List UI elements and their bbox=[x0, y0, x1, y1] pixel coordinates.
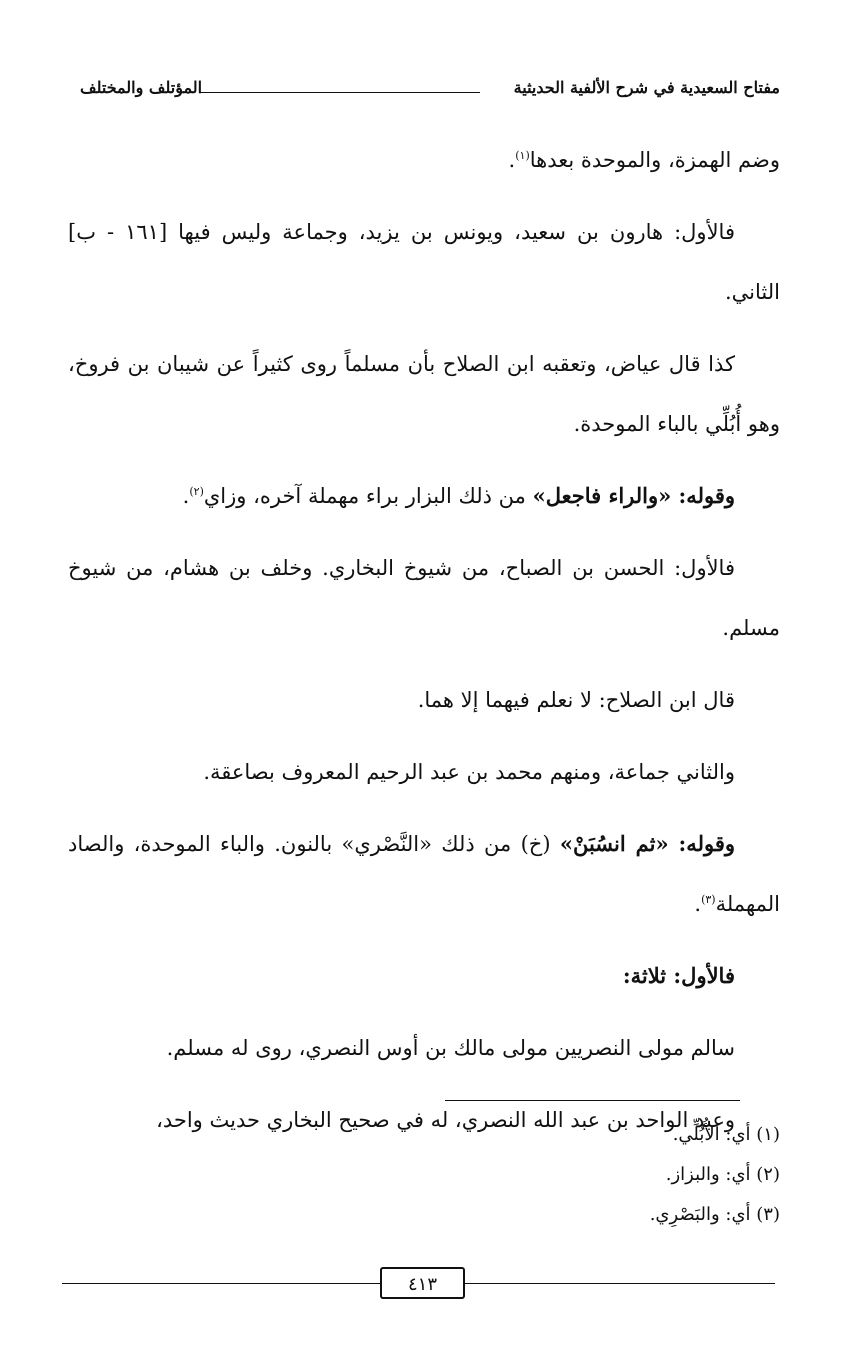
footnotes bbox=[280, 1115, 780, 1235]
paragraph-10: سالم مولى النصريين مولى مالك بن أوس النصري، روى له مسلم. bbox=[166, 1036, 735, 1060]
footer-rule-left bbox=[62, 1283, 380, 1284]
footnote-2: (٢) أي: والبزاز. bbox=[665, 1164, 780, 1185]
footnote-1: (١) أي: الأُبُلِّي. bbox=[672, 1124, 780, 1145]
footnote-ref: (٢) bbox=[189, 485, 204, 498]
paragraph-4: وقوله: «والراء فاجعل» من ذلك البزار براء مهملة آخره، وزاي$^{(٢)}$. bbox=[182, 483, 735, 508]
paragraph-1: وضم الهمزة، والموحدة بعدها$^{(١)}$. bbox=[508, 148, 780, 172]
paragraph-6: قال ابن الصلاح: لا نعلم فيهما إلا هما. bbox=[417, 688, 735, 712]
chapter-title: المؤتلف والمختلف bbox=[80, 78, 203, 97]
book-title: مفتاح السعيدية في شرح الألفية الحديثية bbox=[513, 78, 780, 97]
footnote-ref: (١) bbox=[515, 149, 530, 162]
paragraph-9: فالأول: ثلاثة: bbox=[622, 963, 735, 988]
header-rule bbox=[200, 92, 480, 93]
paragraph-11: وعبد الواحد بن عبد الله النصري، له في صحيح البخاري حديث واحد، bbox=[156, 1108, 735, 1132]
page-number: ٤١٣ bbox=[380, 1267, 465, 1299]
footer-rule-right bbox=[465, 1283, 775, 1284]
paragraph-8: وقوله: «ثم انسُبَنْ» (خ) من ذلك «النَّصْري» بالنون. والباء الموحدة، والصاد المهملة$^{(٣)}$. bbox=[68, 831, 780, 916]
paragraph-5: فالأول: الحسن بن الصباح، من شيوخ البخاري. وخلف بن هشام، من شيوخ مسلم. bbox=[68, 556, 780, 640]
paragraph-7: والثاني جماعة، ومنهم محمد بن عبد الرحيم المعروف بصاعقة. bbox=[203, 760, 735, 784]
footnote-3: (٣) أي: والبَصْرِي. bbox=[649, 1204, 780, 1225]
paragraph-3: كذا قال عياض، وتعقبه ابن الصلاح بأن مسلماً روى كثيراً عن شيبان بن فروخ، وهو أُبُلِّي بالباء الموحدة. bbox=[68, 352, 780, 436]
footnote-ref: (٣) bbox=[701, 893, 716, 906]
paragraph-2: فالأول: هارون بن سعيد، ويونس بن يزيد، وجماعة وليس فيها [١٦١ - ب] الثاني. bbox=[68, 220, 780, 304]
running-header bbox=[80, 78, 780, 108]
footnote-separator bbox=[445, 1100, 740, 1101]
body-text bbox=[68, 130, 780, 1150]
